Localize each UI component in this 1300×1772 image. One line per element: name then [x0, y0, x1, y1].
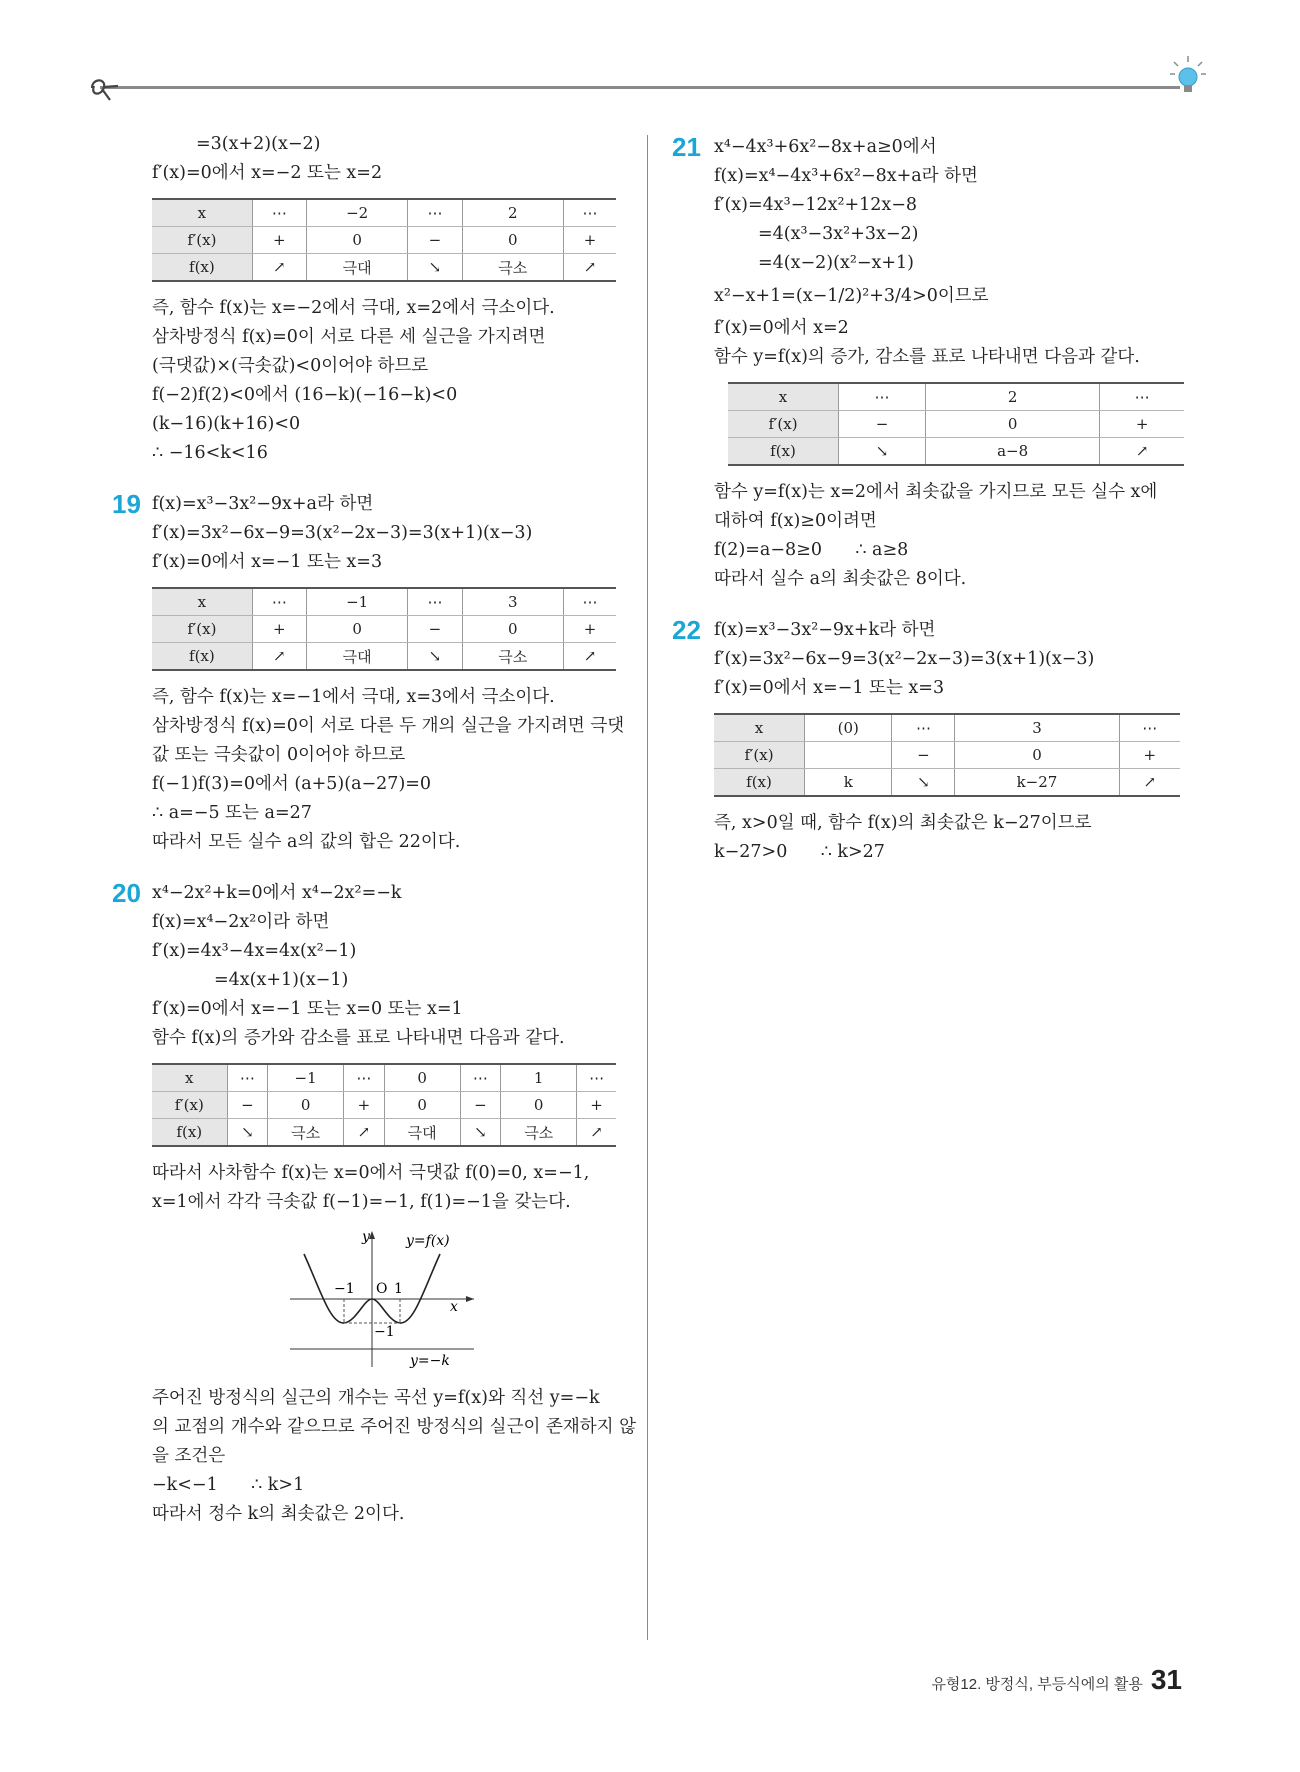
p19-line: 삼차방정식 f(x)=0이 서로 다른 두 개의 실근을 가지려면 극댓 — [152, 716, 625, 736]
p18-line: f′(x)=0에서 x=−2 또는 x=2 — [152, 163, 383, 183]
table-cell: 3 — [462, 588, 563, 616]
p22-line: f′(x)=0에서 x=−1 또는 x=3 — [714, 678, 945, 698]
table-cell: f(x) — [728, 438, 839, 466]
table-cell: 0 — [268, 1092, 344, 1119]
ribbon-knot-icon — [88, 74, 122, 102]
problem-number: 22 — [672, 615, 701, 645]
p21-line: 함수 y=f(x)는 x=2에서 최솟값을 가지므로 모든 실수 x에 — [714, 482, 1158, 502]
p21-table — [728, 382, 1184, 466]
problem-number: 21 — [672, 132, 701, 162]
table-cell: 0 — [462, 616, 563, 643]
left-column — [112, 130, 637, 1529]
p19-line: 즉, 함수 f(x)는 x=−1에서 극대, x=3에서 극소이다. — [152, 687, 555, 707]
table-cell: 0 — [925, 411, 1099, 438]
p20-line: −k<−1 ∴ k>1 — [152, 1475, 305, 1495]
table-cell: ↗ — [563, 254, 616, 282]
table-cell: ⋯ — [892, 714, 955, 742]
table-cell: + — [252, 227, 306, 254]
p22-line: f(x)=x³−3x²−9x+k라 하면 — [714, 620, 936, 640]
table-cell: ⋯ — [563, 588, 616, 616]
table-cell: a−8 — [925, 438, 1099, 466]
table-cell: − — [408, 616, 462, 643]
table-cell: ⋯ — [408, 588, 462, 616]
table-cell: 극소 — [268, 1119, 344, 1147]
table-cell: ⋯ — [227, 1064, 268, 1092]
table-cell: ↗ — [577, 1119, 616, 1147]
table-cell: − — [227, 1092, 268, 1119]
table-cell: f′(x) — [152, 1092, 227, 1119]
p20-line: f′(x)=4x³−4x=4x(x²−1) — [152, 941, 357, 961]
table-cell: ⋯ — [344, 1064, 385, 1092]
problem-21 — [672, 132, 1184, 594]
right-column — [672, 132, 1184, 867]
table-cell — [805, 742, 892, 769]
table-cell: + — [344, 1092, 385, 1119]
x-axis-label: x — [450, 1299, 458, 1315]
page-footer — [931, 1664, 1182, 1696]
table-cell: ↗ — [563, 643, 616, 671]
problem-22 — [672, 615, 1184, 867]
tick-label: −1 — [334, 1281, 355, 1297]
table-cell: x — [714, 714, 805, 742]
table-cell: ↘ — [227, 1119, 268, 1147]
table-cell: 0 — [462, 227, 563, 254]
table-cell: ⋯ — [408, 199, 462, 227]
line-label: y=−k — [410, 1353, 450, 1369]
p21-line: 함수 y=f(x)의 증가, 감소를 표로 나타내면 다음과 같다. — [714, 347, 1140, 367]
p18-line: ∴ −16<k<16 — [152, 443, 268, 463]
p21-line: f(2)=a−8≥0 ∴ a≥8 — [714, 540, 909, 560]
p19-line: f′(x)=0에서 x=−1 또는 x=3 — [152, 552, 383, 572]
table-cell: 0 — [306, 227, 407, 254]
column-divider — [647, 135, 648, 1640]
table-cell: ↗ — [1100, 438, 1184, 466]
table-cell: ↗ — [252, 643, 306, 671]
p18-line: =3(x+2)(x−2) — [196, 134, 321, 154]
table-cell: k−27 — [955, 769, 1119, 797]
table-cell: 0 — [955, 742, 1119, 769]
table-cell: ↗ — [344, 1119, 385, 1147]
p19-line: 값 또는 극솟값이 0이어야 하므로 — [152, 745, 406, 765]
tick-label: 1 — [394, 1281, 403, 1297]
table-cell: − — [892, 742, 955, 769]
table-cell: ⋯ — [252, 588, 306, 616]
table-cell: 극대 — [306, 254, 407, 282]
table-cell: + — [1100, 411, 1184, 438]
p22-table — [714, 713, 1180, 797]
table-cell: ↘ — [408, 254, 462, 282]
table-cell: −1 — [268, 1064, 344, 1092]
table-cell: f(x) — [152, 254, 252, 282]
page-number: 31 — [1150, 1664, 1182, 1695]
p22-line: 즉, x>0일 때, 함수 f(x)의 최솟값은 k−27이므로 — [714, 813, 1092, 833]
p20-line: 따라서 정수 k의 최솟값은 2이다. — [152, 1504, 405, 1524]
table-cell: ⋯ — [460, 1064, 501, 1092]
p21-line: 따라서 실수 a의 최솟값은 8이다. — [714, 569, 967, 589]
table-cell: ⋯ — [1100, 383, 1184, 411]
table-cell: f′(x) — [714, 742, 805, 769]
p18-line: 즉, 함수 f(x)는 x=−2에서 극대, x=2에서 극소이다. — [152, 298, 555, 318]
p20-line: x=1에서 각각 극솟값 f(−1)=−1, f(1)=−1을 갖는다. — [152, 1192, 571, 1212]
p19-table — [152, 587, 616, 671]
table-cell: 1 — [501, 1064, 577, 1092]
p20-line: f(x)=x⁴−2x²이라 하면 — [152, 912, 330, 932]
table-cell: 3 — [955, 714, 1119, 742]
table-cell: x — [152, 199, 252, 227]
p20-line: =4x(x+1)(x−1) — [214, 970, 349, 990]
table-cell: k — [805, 769, 892, 797]
p21-line: f′(x)=0에서 x=2 — [714, 318, 849, 338]
table-cell: ⋯ — [839, 383, 926, 411]
p19-line: f(x)=x³−3x²−9x+a라 하면 — [152, 494, 374, 514]
table-cell: ↘ — [892, 769, 955, 797]
table-cell: f(x) — [152, 643, 252, 671]
x-axis-arrow — [466, 1296, 474, 1302]
table-cell: + — [252, 616, 306, 643]
p21-line: x⁴−4x³+6x²−8x+a≥0에서 — [714, 137, 937, 157]
table-cell: f′(x) — [728, 411, 839, 438]
table-cell: 0 — [501, 1092, 577, 1119]
table-cell: + — [1119, 742, 1180, 769]
p21-line: f(x)=x⁴−4x³+6x²−8x+a라 하면 — [714, 166, 978, 186]
table-cell: −1 — [306, 588, 407, 616]
p20-line: 따라서 사차함수 f(x)는 x=0에서 극댓값 f(0)=0, x=−1, — [152, 1163, 590, 1183]
table-cell: −2 — [306, 199, 407, 227]
p22-line: k−27>0 ∴ k>27 — [714, 842, 885, 862]
table-cell: ↘ — [460, 1119, 501, 1147]
table-cell: − — [460, 1092, 501, 1119]
table-cell: ⋯ — [563, 199, 616, 227]
table-cell: f′(x) — [152, 227, 252, 254]
table-cell: (0) — [805, 714, 892, 742]
p19-line: 따라서 모든 실수 a의 값의 합은 22이다. — [152, 832, 461, 852]
table-cell: − — [408, 227, 462, 254]
table-cell: 0 — [384, 1092, 460, 1119]
origin-label: O — [376, 1281, 388, 1297]
p18-line: (극댓값)×(극솟값)<0이어야 하므로 — [152, 356, 429, 376]
table-cell: + — [577, 1092, 616, 1119]
lightbulb-icon — [1168, 54, 1208, 100]
table-cell: − — [839, 411, 926, 438]
p20-line: 주어진 방정식의 실근의 개수는 곡선 y=f(x)와 직선 y=−k — [152, 1388, 600, 1408]
table-cell: f(x) — [714, 769, 805, 797]
table-cell: ↘ — [839, 438, 926, 466]
p20-table — [152, 1063, 616, 1147]
p21-line: 대하여 f(x)≥0이려면 — [714, 511, 877, 531]
table-cell: 0 — [306, 616, 407, 643]
table-cell: ↗ — [252, 254, 306, 282]
table-cell: x — [152, 588, 252, 616]
p20-line: f′(x)=0에서 x=−1 또는 x=0 또는 x=1 — [152, 999, 463, 1019]
table-cell: f(x) — [152, 1119, 227, 1147]
p18-table — [152, 198, 616, 282]
table-cell: ⋯ — [1119, 714, 1180, 742]
table-cell: ⋯ — [577, 1064, 616, 1092]
top-rule — [100, 86, 1180, 89]
curve-label: y=f(x) — [406, 1233, 450, 1249]
table-cell: ↗ — [1119, 769, 1180, 797]
table-cell: 극소 — [462, 643, 563, 671]
table-cell: ↘ — [408, 643, 462, 671]
p21-line: =4(x−2)(x²−x+1) — [758, 253, 914, 273]
p20-line: 의 교점의 개수와 같으므로 주어진 방정식의 실근이 존재하지 않 — [152, 1417, 637, 1437]
min-label: −1 — [374, 1324, 395, 1340]
table-cell: 2 — [925, 383, 1099, 411]
p21-line: =4(x³−3x²+3x−2) — [758, 224, 919, 244]
table-cell: ⋯ — [252, 199, 306, 227]
y-axis-label: y — [362, 1229, 370, 1245]
p19-line: f′(x)=3x²−6x−9=3(x²−2x−3)=3(x+1)(x−3) — [152, 523, 533, 543]
table-cell: 0 — [384, 1064, 460, 1092]
p18-line: f(−2)f(2)<0에서 (16−k)(−16−k)<0 — [152, 385, 458, 405]
problem-number: 20 — [112, 878, 141, 908]
p19-line: f(−1)f(3)=0에서 (a+5)(a−27)=0 — [152, 774, 432, 794]
p21-line: f′(x)=4x³−12x²+12x−8 — [714, 195, 918, 215]
table-cell: f′(x) — [152, 616, 252, 643]
table-cell: x — [728, 383, 839, 411]
p18-line: 삼차방정식 f(x)=0이 서로 다른 세 실근을 가지려면 — [152, 327, 546, 347]
p18-line: (k−16)(k+16)<0 — [152, 414, 301, 434]
table-cell: 극대 — [384, 1119, 460, 1147]
p19-line: ∴ a=−5 또는 a=27 — [152, 803, 312, 823]
p21-line: x²−x+1=(x−1/2)²+3/4>0이므로 — [714, 286, 989, 306]
table-cell: 극소 — [501, 1119, 577, 1147]
table-cell: + — [563, 616, 616, 643]
p20-line: 을 조건은 — [152, 1446, 226, 1466]
problem-19 — [112, 489, 625, 857]
quartic-graph — [290, 1229, 476, 1369]
p22-line: f′(x)=3x²−6x−9=3(x²−2x−3)=3(x+1)(x−3) — [714, 649, 1095, 669]
table-cell: + — [563, 227, 616, 254]
problem-20 — [112, 878, 637, 1529]
table-cell: x — [152, 1064, 227, 1092]
p20-line: 함수 f(x)의 증가와 감소를 표로 나타내면 다음과 같다. — [152, 1028, 565, 1048]
table-cell: 극소 — [462, 254, 563, 282]
table-cell: 2 — [462, 199, 563, 227]
section-title: 유형12. 방정식, 부등식에의 활용 — [931, 1676, 1143, 1693]
table-cell: 극대 — [306, 643, 407, 671]
p20-line: x⁴−2x²+k=0에서 x⁴−2x²=−k — [152, 883, 402, 903]
problem-number: 19 — [112, 489, 141, 519]
